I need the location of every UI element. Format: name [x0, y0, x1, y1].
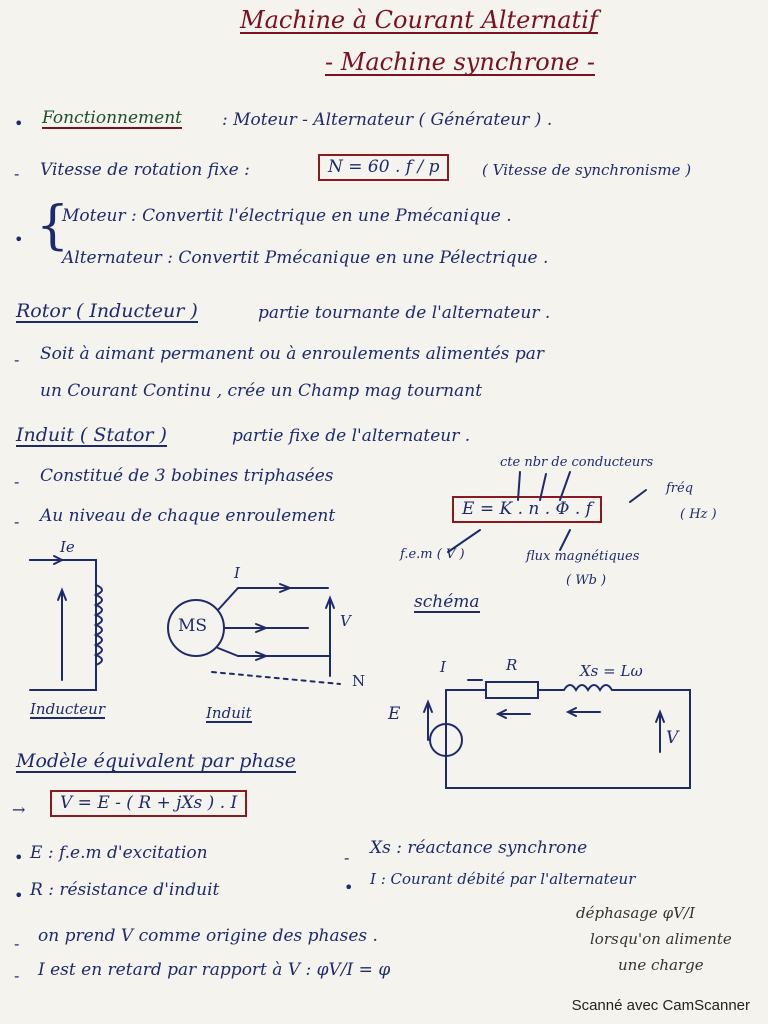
modele-formula: V = E - ( R + jXs ) . I — [50, 790, 247, 817]
freq-label: fréq — [666, 481, 694, 496]
induit-note-top: cte nbr de conducteurs — [500, 455, 654, 470]
induit-label: Induit ( Stator ) — [16, 424, 167, 446]
rotor-line-1: Soit à aimant permanent ou à enroulements alimentés par — [40, 344, 544, 364]
curly-brace: { — [36, 196, 70, 256]
rotor-label: Rotor ( Inducteur ) — [16, 300, 198, 322]
bullet: - — [14, 966, 20, 985]
e-definition: E : f.e.m d'excitation — [30, 843, 208, 863]
bullet: - — [14, 934, 20, 953]
arrow: → — [12, 800, 26, 819]
vitesse-note: ( Vitesse de synchronisme ) — [482, 161, 692, 179]
n-label: N — [352, 672, 366, 690]
freq-unit: ( Hz ) — [680, 507, 717, 522]
title-line-1: Machine à Courant Alternatif — [240, 6, 598, 34]
inducteur-label: Inducteur — [30, 700, 105, 718]
rotor-line-2: un Courant Continu , crée un Champ mag tournant — [40, 381, 483, 401]
vitesse-formula: N = 60 . f / p — [318, 154, 449, 181]
vitesse-text: Vitesse de rotation fixe : — [40, 160, 250, 180]
r-definition: R : résistance d'induit — [30, 880, 220, 900]
rotor-text: partie tournante de l'alternateur . — [258, 303, 551, 323]
r-label: R — [506, 656, 518, 674]
induit-text: partie fixe de l'alternateur . — [232, 426, 471, 446]
induit-line-1: Constitué de 3 bobines triphasées — [40, 466, 334, 486]
alternateur-line: Alternateur : Convertit Pmécanique en une Pélectrique . — [62, 248, 549, 268]
induit-diagram-label: Induit — [206, 704, 252, 722]
fonctionnement-label: Fonctionnement — [42, 108, 182, 128]
fem-label: f.e.m ( V ) — [400, 547, 465, 562]
induit-formula: E = K . n . Φ . f — [452, 496, 602, 523]
ie-label: Ie — [60, 538, 75, 556]
bullet: - — [14, 512, 20, 531]
bullet: - — [14, 472, 20, 491]
flux-label: flux magnétiques — [526, 549, 640, 564]
circuit-v-label: V — [666, 728, 679, 748]
side-note-2: lorsqu'on alimente — [590, 930, 732, 948]
footer-watermark: Scanné avec CamScanner — [571, 997, 750, 1014]
e-label: E — [388, 704, 401, 724]
bullet: • — [14, 848, 24, 867]
induit-line-2: Au niveau de chaque enroulement — [40, 506, 336, 526]
side-note-1: déphasage φV/I — [576, 904, 695, 922]
i-definition: I : Courant débité par l'alternateur — [370, 870, 636, 888]
fonctionnement-text: : Moteur - Alternateur ( Générateur ) . — [222, 110, 553, 130]
title-line-2: - Machine synchrone - — [325, 48, 596, 76]
bullet: - — [14, 164, 20, 183]
bullet: - — [344, 848, 350, 867]
phase-origin-line: on prend V comme origine des phases . — [38, 926, 378, 946]
side-note-3: une charge — [618, 956, 704, 974]
moteur-line: Moteur : Convertit l'électrique en une Pmécanique . — [62, 206, 512, 226]
retard-line: I est en retard par rapport à V : φV/I = φ — [38, 960, 391, 980]
circuit-i-label: I — [440, 658, 446, 676]
xs-label: Xs = Lω — [580, 662, 643, 680]
ms-label: MS — [178, 616, 208, 636]
bullet: • — [344, 878, 354, 897]
schema-label: schéma — [414, 592, 480, 612]
bullet: • — [14, 886, 24, 905]
i-label: I — [234, 564, 240, 582]
v-label: V — [340, 612, 351, 630]
modele-label: Modèle équivalent par phase — [16, 750, 297, 772]
flux-unit: ( Wb ) — [566, 573, 607, 588]
bullet: - — [14, 350, 20, 369]
bullet: • — [14, 230, 24, 249]
bullet: • — [14, 114, 24, 133]
xs-definition: Xs : réactance synchrone — [370, 838, 588, 858]
